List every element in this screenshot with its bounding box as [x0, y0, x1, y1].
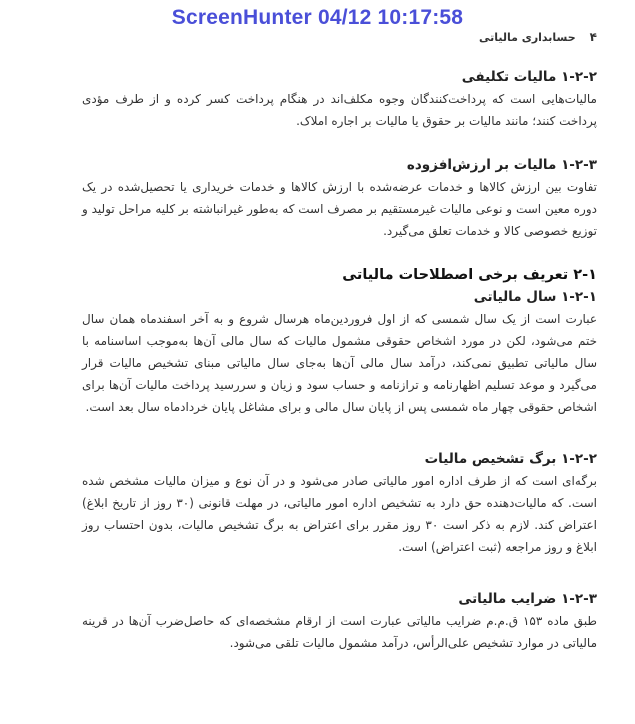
- section-body: عبارت است از یک سال شمسی که از اول فروردین‌ماه هرسال شروع و به آخر اسفندماه همان سال ختم می‌شود، لکن در مورد اشخاص حقوقی مشمول مالیات که سال مالی آن‌ها به‌موجب اساسنامه با سال مالیاتی تطبیق نمی‌کند، درآمد سال مالی آن‌ها به‌جای سال مالیاتی مبنای تشخیص مالیات قرار می‌گیرد و موعد تسلیم اظهارنامه و ترازنامه و حساب سود و زیان و سررسید پرداخت مالیات آن‌ها برای اشخاص حقوقی چهار ماه شمسی پس از پایان سال مالی و برای مشاغل پایان خردادماه سال بعد است.: [82, 312, 597, 414]
- section-body: مالیات‌هایی است که پرداخت‌کنندگان وجوه مکلف‌اند در هنگام پرداخت کسر کرده و از طرف مؤدی پرداخت کنند؛ مانند مالیات بر حقوق یا مالیات بر اجاره املاک.: [82, 92, 597, 128]
- screenhunter-watermark: ScreenHunter 04/12 10:17:58: [171, 6, 464, 29]
- section-withholding-tax: [82, 66, 597, 132]
- section-tax-coefficients: [82, 588, 597, 654]
- section-tax-year: [82, 286, 597, 418]
- section-heading: ۱-۲-۳ ضرایب مالیاتی: [458, 591, 597, 607]
- section-vat: [82, 154, 597, 242]
- chapter-heading: ۲-۱ تعریف برخی اصطلاحات مالیاتی: [342, 267, 597, 283]
- section-body: برگه‌ای است که از طرف اداره امور مالیاتی صادر می‌شود و در آن نوع و میزان مالیات مشخص شده است. که مالیات‌دهنده حق دارد به تشخیص اداره امور مالیاتی، در مهلت قانونی (۳۰ روز از تاریخ ابلاغ) اعتراض کند. لازم به ذکر است ۳۰ روز مقرر برای اعتراض به برگ تشخیص مالیات، بدون احتساب روز ابلاغ و روز مراجعه (ثبت اعتراض) است.: [82, 474, 598, 554]
- section-tax-assessment: [82, 448, 597, 558]
- page-number: ۴: [589, 30, 597, 44]
- document-page: [82, 22, 597, 654]
- section-heading: ۱-۲-۳ مالیات بر ارزش‌افزوده: [406, 157, 597, 173]
- section-heading: ۱-۲-۱ سال مالیاتی: [473, 289, 597, 305]
- running-head: [82, 22, 597, 52]
- section-heading: ۱-۲-۲ برگ تشخیص مالیات: [424, 451, 597, 467]
- section-heading: ۱-۲-۲ مالیات تکلیفی: [461, 69, 597, 85]
- section-body: تفاوت بین ارزش کالاها و خدمات عرضه‌شده با ارزش کالاها و خدمات خریداری یا تحصیل‌شده در یک دوره معین است و نوعی مالیات غیرمستقیم بر مصرف است که به‌طور غیرانباشته بر کلیه مراحل تولید و توزیع خصوصی کالا و خدمات تعلق می‌گیرد.: [82, 180, 597, 238]
- running-head-title: حسابداری مالیاتی: [478, 30, 576, 44]
- section-body: طبق ماده ۱۵۳ ق.م.م ضرایب مالیاتی عبارت است از ارقام مشخصه‌ای که حاصل‌ضرب آن‌ها در قرینه مالیاتی در موارد تشخیص علی‌الرأس، درآمد مشمول مالیات تلقی می‌شود.: [82, 614, 597, 650]
